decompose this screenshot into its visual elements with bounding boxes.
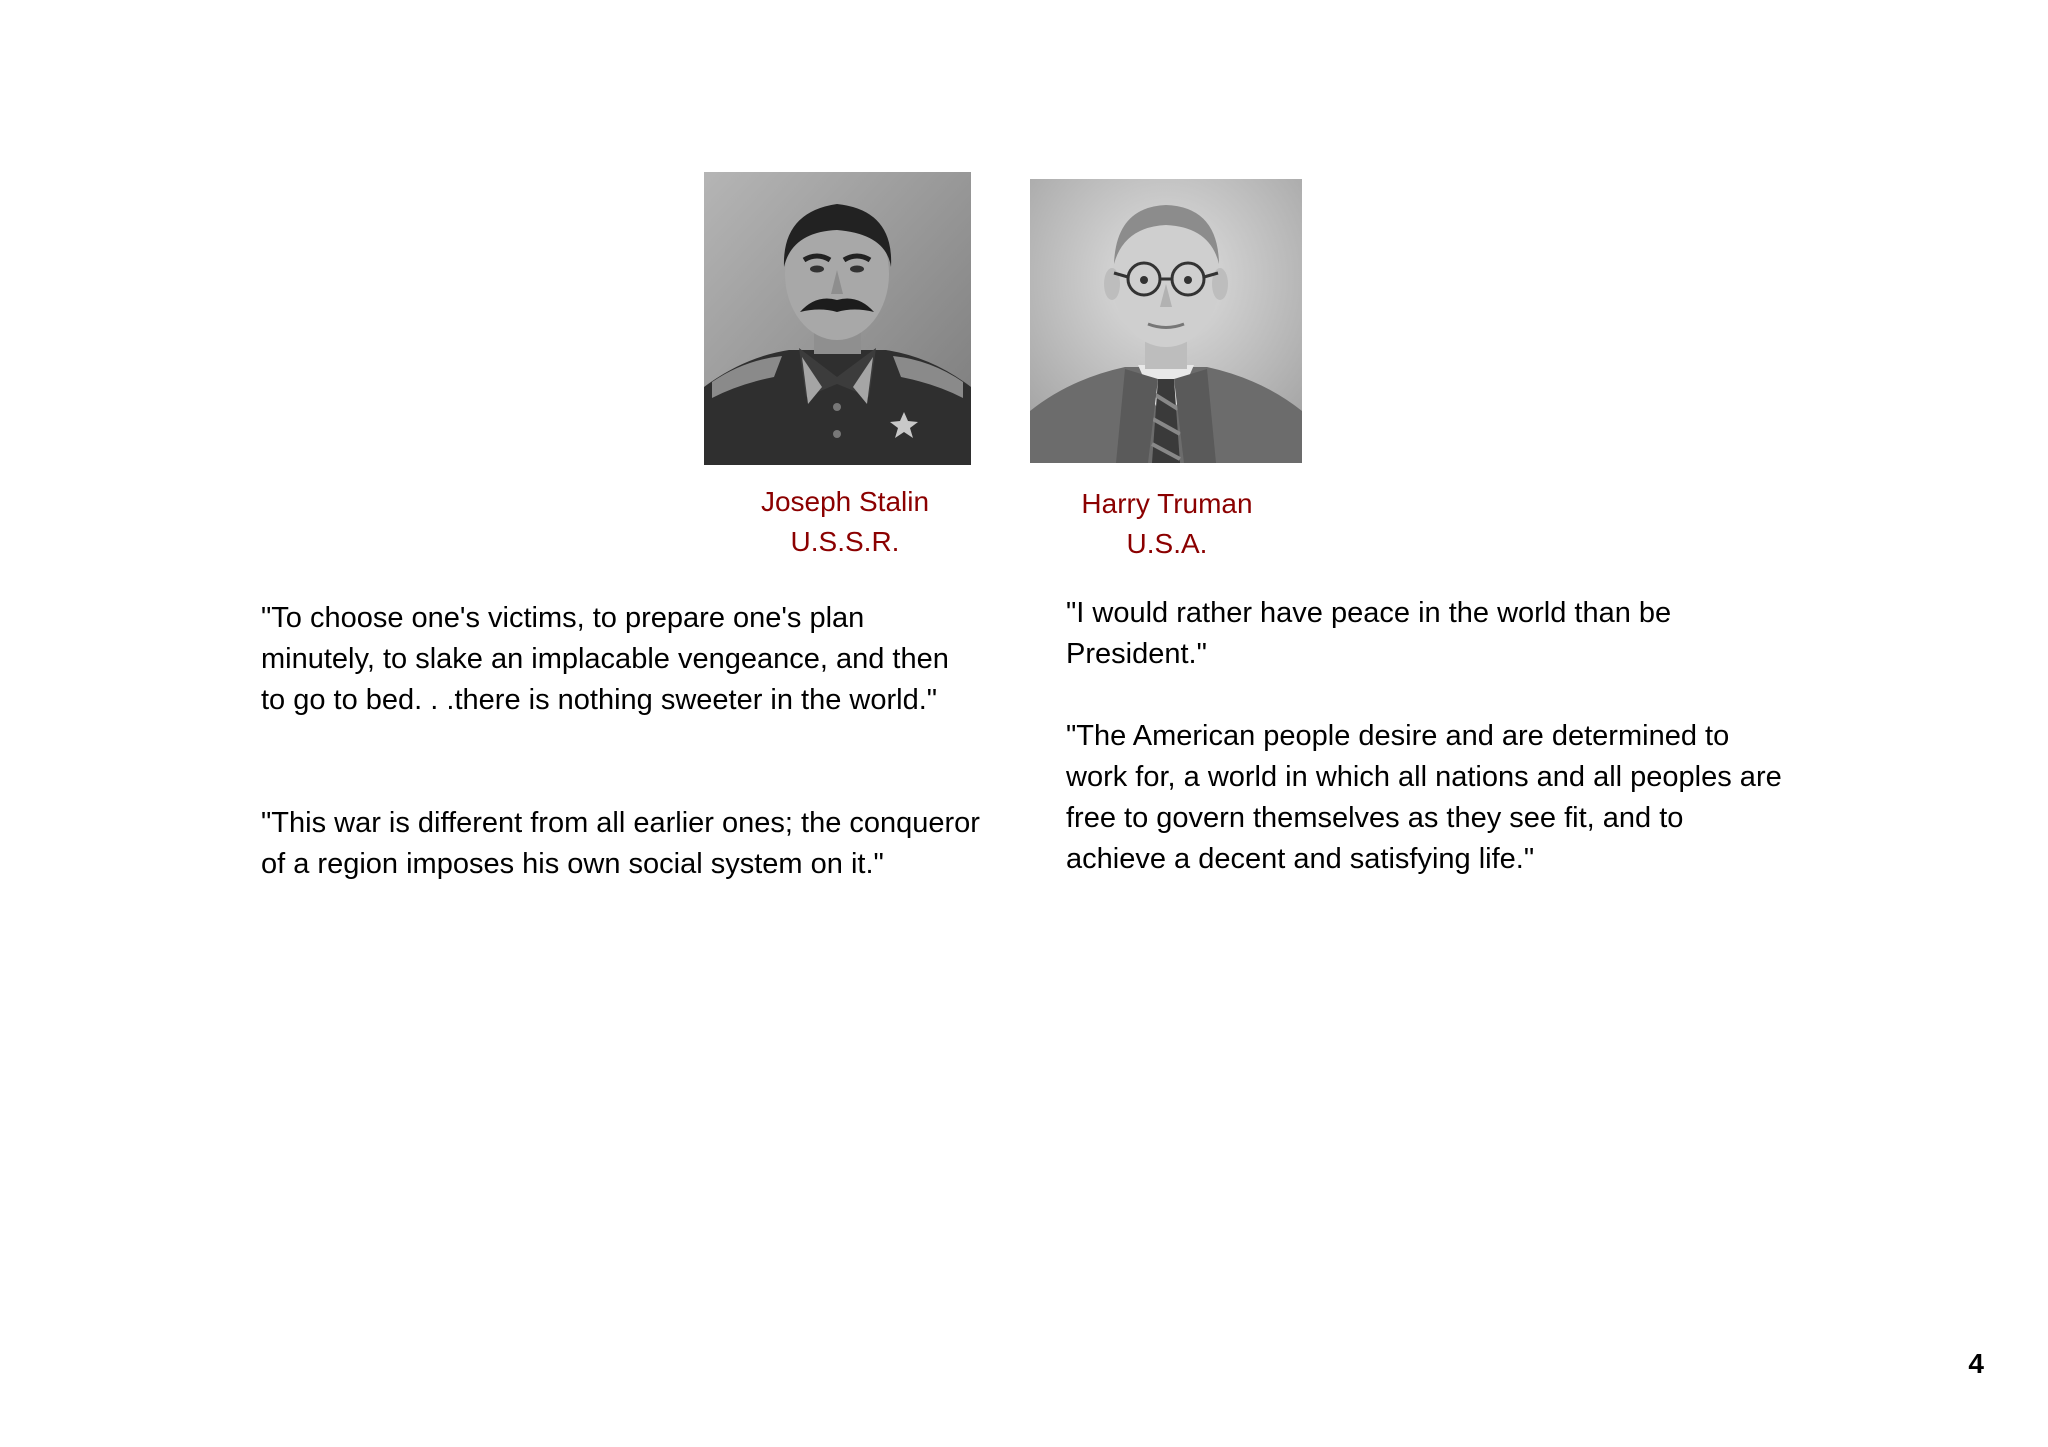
stalin-country: U.S.S.R. xyxy=(790,526,900,557)
stalin-portrait xyxy=(704,172,971,465)
stalin-quote: "This war is different from all earlier ones; the conqueror of a region imposes his own social system on it." xyxy=(261,807,980,880)
truman-name: Harry Truman xyxy=(1081,488,1253,519)
truman-quote: "The American people desire and are determined to work for, a world in which all nations and all peoples are free to govern themselves as they see fit, and to achieve a decent and satisfying life." xyxy=(1066,720,1782,875)
truman-portrait xyxy=(1030,179,1302,463)
truman-quote: "I would rather have peace in the world than be President." xyxy=(1066,597,1672,670)
page-number: 4 xyxy=(1968,1348,1984,1379)
stalin-quote: "To choose one's victims, to prepare one's plan minutely, to slake an implacable vengeance, and then to go to bed. . .there is nothing sweeter in the world." xyxy=(261,602,949,716)
stalin-caption xyxy=(700,482,990,562)
stalin-name: Joseph Stalin xyxy=(760,486,930,517)
truman-caption xyxy=(1022,484,1312,564)
truman-country: U.S.A. xyxy=(1126,528,1208,559)
